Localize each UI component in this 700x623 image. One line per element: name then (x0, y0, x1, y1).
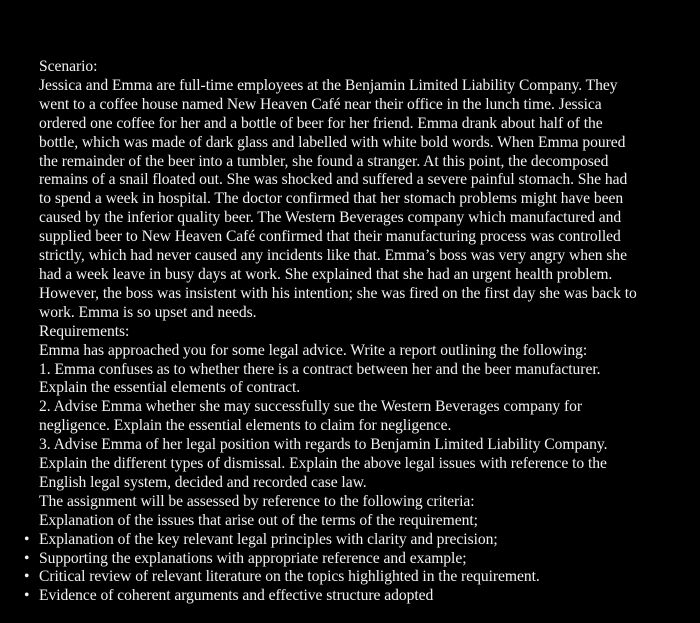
scenario-line: to spend a week in hospital. The doctor confirmed that her stomach problems might have been (39, 190, 624, 208)
criteria-bullet-item: • Supporting the explanations with appropriate reference and example; (24, 550, 679, 569)
criteria-list (39, 531, 679, 607)
scenario-paragraph (39, 77, 679, 323)
scenario-line: bottle, which was made of dark glass and labelled with white bold words. When Emma poured (39, 133, 626, 151)
requirements-line: Explain the different types of dismissal. Explain the above legal issues with reference to the (39, 455, 607, 473)
scenario-heading: Scenario: (39, 58, 98, 75)
requirements-line: 1. Emma confuses as to whether there is a contract between her and the beer manufacturer. (39, 360, 601, 378)
scenario-line: However, the boss was insistent with his intention; she was fired on the first day she was back to (39, 284, 637, 302)
criteria-bullet-item: • Evidence of coherent arguments and effective structure adopted (24, 587, 679, 606)
requirements-line: 3. Advise Emma of her legal position with regards to Benjamin Limited Liability Company. (39, 436, 608, 454)
requirements-heading: Requirements: (39, 322, 130, 340)
requirements-line: Emma has approached you for some legal advice. Write a report outlining the following: (39, 341, 588, 359)
document-body (39, 58, 679, 606)
scenario-line: had a week leave in busy days at work. She explained that she had an urgent health problem. (39, 265, 613, 283)
requirements-line: The assignment will be assessed by reference to the following criteria: (39, 492, 475, 510)
scenario-line: remains of a snail floated out. She was shocked and suffered a severe painful stomach. She had (39, 171, 628, 189)
scenario-line: went to a coffee house named New Heaven Café near their office in the lunch time. Jessica (39, 95, 602, 113)
scenario-line: the remainder of the beer into a tumbler, she found a stranger. At this point, the decomposed (39, 152, 609, 170)
scenario-line: work. Emma is so upset and needs. (39, 303, 257, 321)
requirements-section (39, 342, 679, 531)
requirements-line: English legal system, decided and recorded case law. (39, 473, 367, 491)
criteria-bullet-item: • Critical review of relevant literature on the topics highlighted in the requirement. (24, 568, 679, 587)
requirements-line: 2. Advise Emma whether she may successfully sue the Western Beverages company for (39, 398, 583, 416)
scenario-line: strictly, which had never caused any incidents like that. Emma’s boss was very angry when she (39, 247, 628, 265)
requirements-line: negligence. Explain the essential elements to claim for negligence. (39, 417, 452, 435)
requirements-line: Explain the essential elements of contract. (39, 379, 301, 397)
criteria-bullet-item: • Explanation of the key relevant legal principles with clarity and precision; (24, 531, 679, 550)
scenario-line: supplied beer to New Heaven Café confirmed that their manufacturing process was controlled (39, 228, 621, 246)
requirements-line: Explanation of the issues that arise out of the terms of the requirement; (39, 511, 478, 529)
scenario-line: Jessica and Emma are full-time employees at the Benjamin Limited Liability Company. They (39, 76, 618, 94)
scenario-line: ordered one coffee for her and a bottle of beer for her friend. Emma drank about half of the (39, 114, 603, 132)
scenario-line: caused by the inferior quality beer. The Western Beverages company which manufactured and (39, 209, 622, 227)
